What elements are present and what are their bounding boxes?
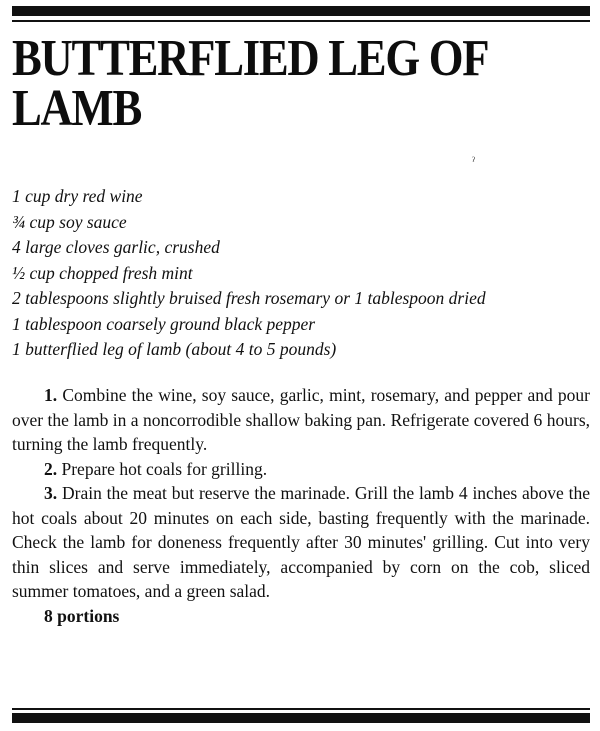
instruction-step-2 — [12, 457, 590, 482]
ingredient-item: 1 butterflied leg of lamb (about 4 to 5 pounds) — [12, 339, 337, 359]
recipe-yield: 8 portions — [44, 605, 120, 626]
step-text: Combine the wine, soy sauce, garlic, mint, rosemary, and pepper and pour over the lamb in a noncorrodible shallow baking pan. Refrigerate covered 6 hours, turning the lamb frequently. — [12, 385, 591, 454]
instruction-steps — [12, 383, 590, 628]
recipe-title-line-2: LAMB — [12, 80, 141, 137]
ingredient-item: 4 large cloves garlic, crushed — [12, 237, 220, 257]
step-text: Drain the meat but reserve the marinade. Grill the lamb 4 inches above the hot coals about 20 minutes on each side, basting frequently with the marinade. Check the lamb for doneness frequently after 30 minutes' grilling. Cut into very thin slices and serve immediately, accompanied by corn on the cob, sliced summer tomatoes, and a green salad. — [12, 483, 591, 601]
ingredient-item: 2 tablespoons slightly bruised fresh rosemary or 1 tablespoon dried — [12, 288, 486, 308]
instruction-step-1 — [12, 383, 590, 457]
ingredient-list — [12, 184, 592, 363]
ingredient-item: 1 tablespoon coarsely ground black pepper — [12, 313, 316, 334]
step-number: 2. — [44, 458, 58, 479]
bottom-thin-rule — [12, 708, 590, 710]
ingredient-item: ¾ cup soy sauce — [12, 211, 127, 232]
bottom-thick-rule — [12, 713, 590, 723]
recipe-title-line-1: BUTTERFLIED LEG OF — [12, 30, 489, 87]
top-thin-rule — [12, 20, 590, 22]
step-number: 3. — [44, 483, 58, 503]
print-speck: ˀ — [472, 154, 475, 168]
recipe-title — [12, 30, 494, 137]
top-thick-rule — [12, 6, 590, 16]
instruction-step-3 — [12, 481, 590, 604]
step-text: Prepare hot coals for grilling. — [61, 458, 268, 479]
ingredient-item: ½ cup chopped fresh mint — [12, 262, 193, 283]
ingredient-item: 1 cup dry red wine — [12, 186, 143, 206]
step-number: 1. — [44, 385, 58, 405]
